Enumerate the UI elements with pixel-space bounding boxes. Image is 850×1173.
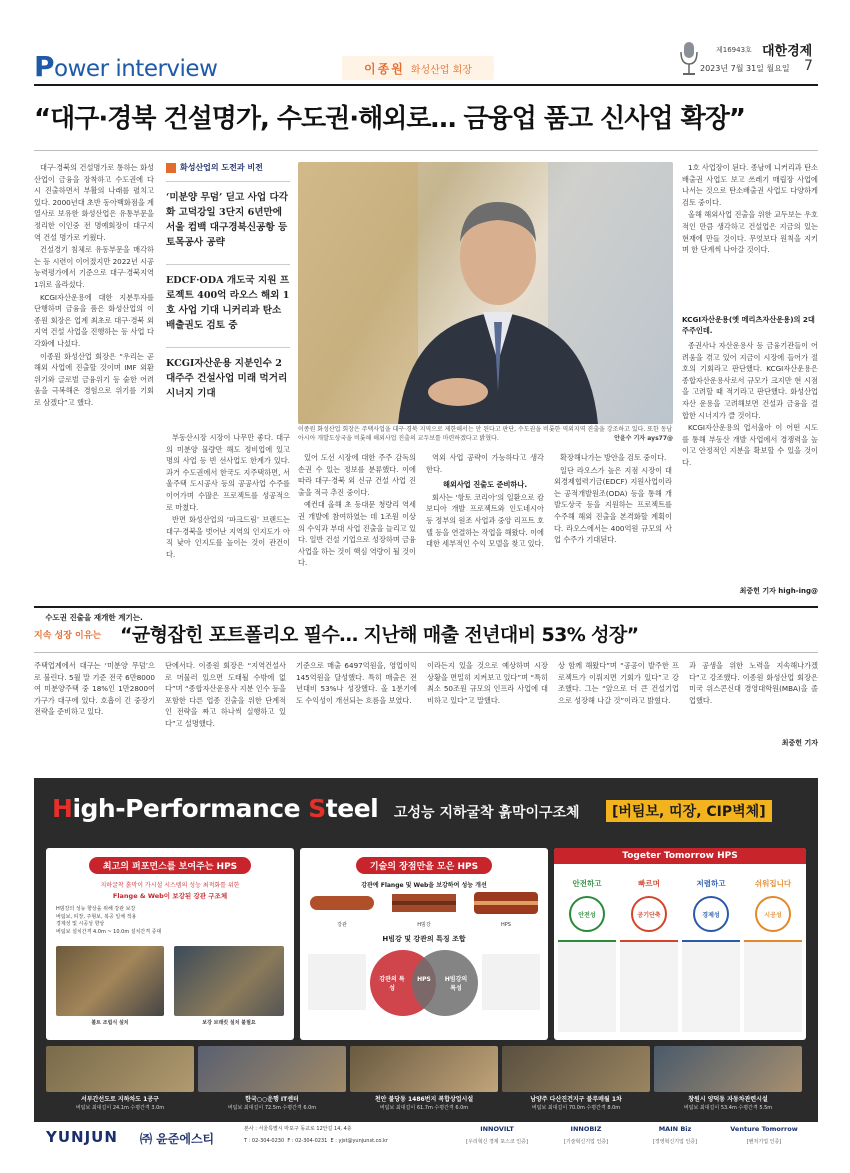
ad-panel-1 [46,848,294,1040]
section-title-initial: P [34,50,55,83]
benefit-notes [558,940,616,1032]
venn-notes-left [308,954,366,1010]
header-rule [34,84,818,86]
article-column-6 [682,162,818,310]
company-tel: T : 02-304-0230 [244,1138,285,1144]
subheading-3: KCGI자산운용(옛 메리츠자산운용)의 2대 주주인데. [682,315,815,335]
beam-label: HPS [501,922,511,928]
benefit-circle: 공기단축 [631,896,667,932]
subheading-2: 해외사업 진출도 준비하나. [442,480,528,490]
project-detail: 버팀보 최대길이 70.0m 수평간격 8.0m [531,1105,621,1111]
sidebar-label [166,162,290,173]
certifications [454,1125,810,1151]
interviewee-name: 이종원 [364,61,405,76]
section2-column: 과 공생을 위한 노력을 지속해나가겠다”고 강조했다. 이종원 화성산업 회장은 미국 위스콘신대 경영대학원(MBA)을 졸업했다. [689,661,818,705]
microphone-icon [678,40,700,78]
interview-photo [298,162,673,424]
benefit-notes [620,940,678,1032]
interviewee-role: 화성산업 회장 [410,64,472,76]
benefit-circle: 안전성 [569,896,605,932]
ad-photo-bracket [174,946,284,1016]
company-fax: F : 02-304-0231 [287,1138,328,1144]
benefit-heading: 쉬워집니다 [754,879,792,888]
photo-caption [298,426,673,443]
section2-headline: “균형잡힌 포트폴리오 필수… 지난해 매출 전년대비 53% 성장” [120,624,639,646]
paragraph: 예컨대 올해 초 동대문 청량리 역세권 개발에 참여하였는 데 1조원 이상의 수익과 부대 사업 진출을 늘리고 있다. 일반 건설 기업으로 성장하며 금융 사업을 하는 것이 핵심 역량이 될 것이다. [298,500,416,568]
benefit-circle: 시공성 [755,896,791,932]
portrait-illustration [298,162,673,424]
venn-label: 강관의 특성 [379,976,405,992]
project-detail: 버팀보 최대길이 72.5m 수평간격 6.0m [227,1105,317,1111]
paragraph: 역외 사업 공략이 가능하다고 생각한다. [426,453,544,474]
ad-title [52,794,378,823]
ad-bullet: H빔강의 성능 향상을 위해 강관 보강 [56,906,136,912]
cert-logo: INNOBIZ [570,1125,602,1133]
benefit-heading: 빠르며 [638,879,660,888]
paragraph: KCGI자산운용에 대한 지분투자를 단행하며 금융을 품은 화성산업의 이종원 회장은 업계 최초로 대구·경북 외 지역 건설 사업을 진행하는 등 사업 다각화에 나섰다. [34,292,154,348]
project-name: 천안 불당동 1486번지 복합상업시설 [374,1096,474,1103]
section2-column: 상 함께 해왔다”며 “공공이 발주한 프로젝트가 이뤄지면 기회가 있다”고 강조했다. 그는 “앞으로 더 큰 건설기업으로 성장해 나갈 것”이라고 밝혔다. [558,661,679,705]
project-name: 남양주 다산진건지구 블루매월 1차 [530,1096,622,1103]
ad-panel-2-pill: 기술의 장점만을 모은 HPS [356,857,492,874]
project-photo [46,1046,194,1092]
beam-label: H빔강 [417,922,431,928]
paragraph: 종권사나 자산운용사 등 금융기관들이 어려움을 겪고 있어 지금이 시장에 들어가 절호의 기회라고 판단했다. KCGI자산운용은 종합자산운용사로서 규모가 크지만 현 시점을 고려할 때 적기라고 판단했다. 화성산업 자산 운용을 고려해보면 건설과 금융을 결합한 시너지가 클 것이다. [682,341,818,420]
paragraph: 있어 도선 시장에 대한 주주 감독의 손권 수 있는 정보를 분류했다. 이에 따라 대구·경북 외 신규 건설 사업 진출을 적극 추진 중이다. [298,453,416,497]
article-column-5 [554,452,672,602]
issue-number: 제16943호 [716,46,752,54]
section2-column: 기준으로 매출 6497억원을, 영업이익 145억원을 달성했다. 특히 매출은 전년대비 53%나 성장했다. 올 1분기에도 수익성이 개선되는 흐름을 보였다. [296,661,417,705]
ad-panel-3-pill: Togeter Tomorrow HPS [554,848,806,864]
section2-column: 주택업계에서 대구는 ‘미분양 무덤’으로 불린다. 5월 말 기준 전국 6만8000여 미분양주택 중 18%인 1만2800여 가구가 대구에 있다. 호흡이 긴 중장기 전략을 준비하고 있다. [34,661,155,717]
company-address: 본사 : 서울특별시 마포구 동교로 12안길 14, 4층 [244,1126,352,1132]
project-detail: 버팀보 최대길이 24.1m 수평간격 3.0m [75,1105,165,1111]
company-contacts [244,1138,388,1146]
section2-rule [34,652,818,653]
cert-label: [기술혁신기업 인증] [563,1139,609,1145]
project-name: 한국○○운행 IT센터 [245,1096,299,1103]
article-column-6b [682,340,818,580]
ad-panel-1-line1: 지하굴착 흙막이 가시설 시스템의 성능 최적화를 위한 [100,882,240,889]
subheading-1: 수도권 진출을 재개한 계기는. [45,613,143,622]
sidebar-item: EDCF·ODA 개도국 지원 프로젝트 400억 라오스 해외 1호 사업 기대 니커리과 탄소배출권도 검토 중 [166,264,290,333]
section2-column: 단에서다. 이종원 회장은 “지역건설사로 머물러 있으면 도태될 수밖에 없다”며 “종합자산운용사 지분 인수 등을 포함한 다른 업종 진출을 위한 단계적인 전략을 짜고 하나씩 실행하고 있다”고 설명했다. [165,661,286,728]
venn-notes-right [482,954,540,1010]
benefit-notes [682,940,740,1032]
cert-logo: MAIN Biz [658,1125,692,1133]
ad-panel-1-pill: 최고의 퍼포먼스를 보여주는 HPS [89,857,251,874]
sidebar-item: KCGI자산운용 지분인수 2대주주 건설사업 미래 먹거리 시너지 기대 [166,347,290,401]
interviewee-banner [342,56,494,80]
venn-label: H빔강의 특성 [444,976,468,992]
page-number: 7 [804,58,813,74]
ad-panel-2-line1: 강관에 Flange 및 Web을 보강하여 성능 개선 [361,882,487,889]
benefit-notes [744,940,802,1032]
ad-bullet: 버팀보, 띠장, 주형보, 복공 일체 적용 [56,913,137,920]
photo-caption-text: 이종원 화성산업 회장은 주택사업을 대구·경북 지역으로 제한해서는 안 된다고 판단, 수도권을 비롯한 역외지역 진출을 강조하고 있다. 또한 동남아시아 개발도상국을 비롯해 해외사업 진출의 교두보를 마련하겠다고 밝혔다. [298,426,673,442]
ad-title-part1: igh-Performance [72,794,309,823]
section-title-rest: ower interview [54,56,218,82]
benefit-heading: 안전하고 [572,879,602,888]
ad-title-s: S [308,794,326,823]
issue-date: 2023년 7월 31일 월요일 [700,64,790,73]
ad-photo-bolt [56,946,164,1016]
project-name: 서부간선도로 지하차도 1공구 [81,1096,159,1103]
project-photo [198,1046,346,1092]
project-photo [350,1046,498,1092]
paragraph: KCGI자산운용의 업서울아 이 어떤 시도를 통해 부동산 개발 사업에서 경쟁력을 높이고 안정적인 지분을 확보할 수 있을 것이다. [682,423,818,467]
paragraph: 이종원 화성산업 회장은 “우리는 곧 해외 사업에 진출할 것이며 IMF 외환위기와 글로벌 금융위기 등 숱한 어려움을 극복해온 경험으로 위기를 기회로 삼겠다”고 했다. [34,351,154,407]
cert-logo: Venture Tomorrow [730,1125,798,1133]
article-column-1 [34,162,154,602]
ad-photo-label: 볼트 조립식 설치 [91,1020,129,1026]
ad-bullet: 버팀보 설치간격 4.0m ~ 10.0m 설치간격 증대 [56,928,162,935]
headline: “대구·경북 건설명가, 수도권·해외로… 금융업 품고 신사업 확장” [34,104,745,134]
ad-bullet: 경제성 및 시공성 향상 [56,921,105,927]
ad-photo-label: 보강 브래킷 설치 불필요 [202,1020,256,1026]
paragraph: 부동산시장 시장이 나무만 좋다. 대구의 미분양 물량만 해도 정비업에 있고 명의 사업 등 빈 선사업도 한계가 있다. 과거 수도권에서 한국도 지주택하면, 서울주택 도시공사 등의 공공사업 수주를 이어가며 수많은 프로젝트를 성공적으로 마쳤다. [166,433,290,512]
project-detail: 버팀보 최대길이 53.4m 수평간격 5.5m [683,1105,773,1111]
company-name: ㈜ 윤준에스티 [140,1132,215,1146]
article-column-3 [298,452,416,602]
article-column-4 [426,452,544,602]
benefit-heading: 저렴하고 [696,879,726,888]
beam-illustration [310,886,538,920]
paragraph: 대구·경북의 건설명가로 통하는 화성산업이 금융을 장착하고 수도권에 다시 진출하면서 부활의 나래를 펼치고 있다. 2000년대 초반 동아백화점을 계열사로 보유한 화성산업은 유통부문을 정리한 이인중 전 명예회장이 대구지역 건설 명가로 키웠다. [34,163,154,242]
venn-center: HPS [417,976,431,983]
benefit-circle: 경제성 [693,896,729,932]
company-email: E : yjst@yunjunst.co.kr [330,1138,388,1144]
venn-diagram [370,950,478,1016]
section-divider [34,606,818,608]
sidebar-marker-icon [166,163,176,173]
cert-logo: INNOVILT [480,1125,514,1133]
project-photo [502,1046,650,1092]
project-strip [46,1046,806,1118]
advertisement [34,778,818,1152]
paragraph: 올해 해외사업 진출을 위한 교두보는 우호적인 만큼 생각하고 건설업은 지금의 있는 현재에 만들 것이다. 무엇보다 원칙을 지키며 한 단계씩 나아갈 것이다. [682,210,818,255]
headline-rule [34,150,818,151]
fusion-title: H빔강 및 강관의 특징 조합 [382,935,466,943]
ad-title-part2: teel [325,794,379,823]
paragraph: 1호 사업장이 된다. 종남에 니커리과 탄소배출권 사업도 보고 쓰레기 매립장 사업에 나서는 것으로 탄소배출권 사업도 다양하게 검토 중이다. [682,163,818,207]
sidebar-box [166,162,290,424]
ad-title-h: H [52,794,73,823]
section-title [34,50,217,83]
cert-label: [우리혁신 경제 포스코 인증] [466,1139,528,1145]
paragraph: 건설경기 침체로 유동부문을 매각하는 등 시련이 이어졌지만 2022년 시공능력평가에서 기준으로 대구·경북지역 1위로 올라섰다. [34,245,154,289]
project-photo [654,1046,802,1092]
section2-label: 지속 성장 이유는 [34,631,102,641]
ad-panel-1-line2: Flange & Web이 보강된 강관 구조체 [112,892,228,900]
paragraph: 일단 라오스가 높은 지점 시장이 대외경제협력기금(EDCF) 지원사업이라는 공적개발원조(ODA) 등을 통해 개발도상국 등을 지원하는 프로젝트를 수주해 해외 진출을 본격화할 계획이다. 라오스에서는 400억원 규모의 사업 수주가 기대된다. [554,465,672,545]
paper-name: 대한경제 [762,44,813,59]
sidebar-title: 화성산업의 도전과 비전 [180,163,263,172]
cert-label: [벤처기업 인증] [746,1139,782,1145]
paragraph: 회사는 ‘항토 코리아’의 일환으로 캄보디아 개발 프로젝트와 인도네시아 등 정부의 원조 사업과 중앙 리프트 호텔 등을 연결하는 작업을 해왔다. 이에 대한 세부적인 수익 모델을 찾고 있다. [426,492,544,549]
byline-1: 최중헌 기자 high-ing@ [739,587,818,595]
ad-subtitle: 고성능 지하굴착 흙막이구조체 [394,805,580,821]
venn-circle-hbeam [412,950,478,1016]
beam-label: 강관 [337,922,347,928]
ad-benefits [554,874,806,1040]
photo-credit: 안윤수 기자 ays77@ [614,434,673,442]
company-logo: YUNJUN [46,1128,118,1146]
cert-label: [경영혁신기업 인증] [652,1139,698,1145]
ad-panel-2 [300,848,548,1040]
ad-bracket: [버팀보, 띠장, CIP벽체] [606,800,772,822]
section2-column: 이라든지 있을 것으로 예상하며 시장 상황을 면밀히 지켜보고 있다”며 “특히 최소 50조원 규모의 인프라 사업에 대비하고 있다”고 말했다. [427,661,548,705]
sidebar-item: ‘미분양 무덤’ 딛고 사업 다각화 고덕강일 3단지 6년만에 서울 컴백 대구경북신공항 등 토목공사 공략 [166,181,290,250]
project-name: 창원시 양덕동 자동차관련시설 [688,1096,768,1103]
byline-2: 최중헌 기자 [781,739,818,747]
article-column-2 [166,432,290,602]
paragraph: 반면 화성산업의 ‘파크드림’ 브랜드는 대구·경북을 벗어난 지역의 인지도가 아직 낮아 인지도를 높이는 것이 관건이다. [166,515,290,559]
project-detail: 버팀보 최대길이 61.7m 수평간격 6.0m [379,1105,469,1111]
paragraph: 확장해나가는 방안을 검토 중이다. [560,453,667,462]
ad-footer [34,1122,818,1152]
